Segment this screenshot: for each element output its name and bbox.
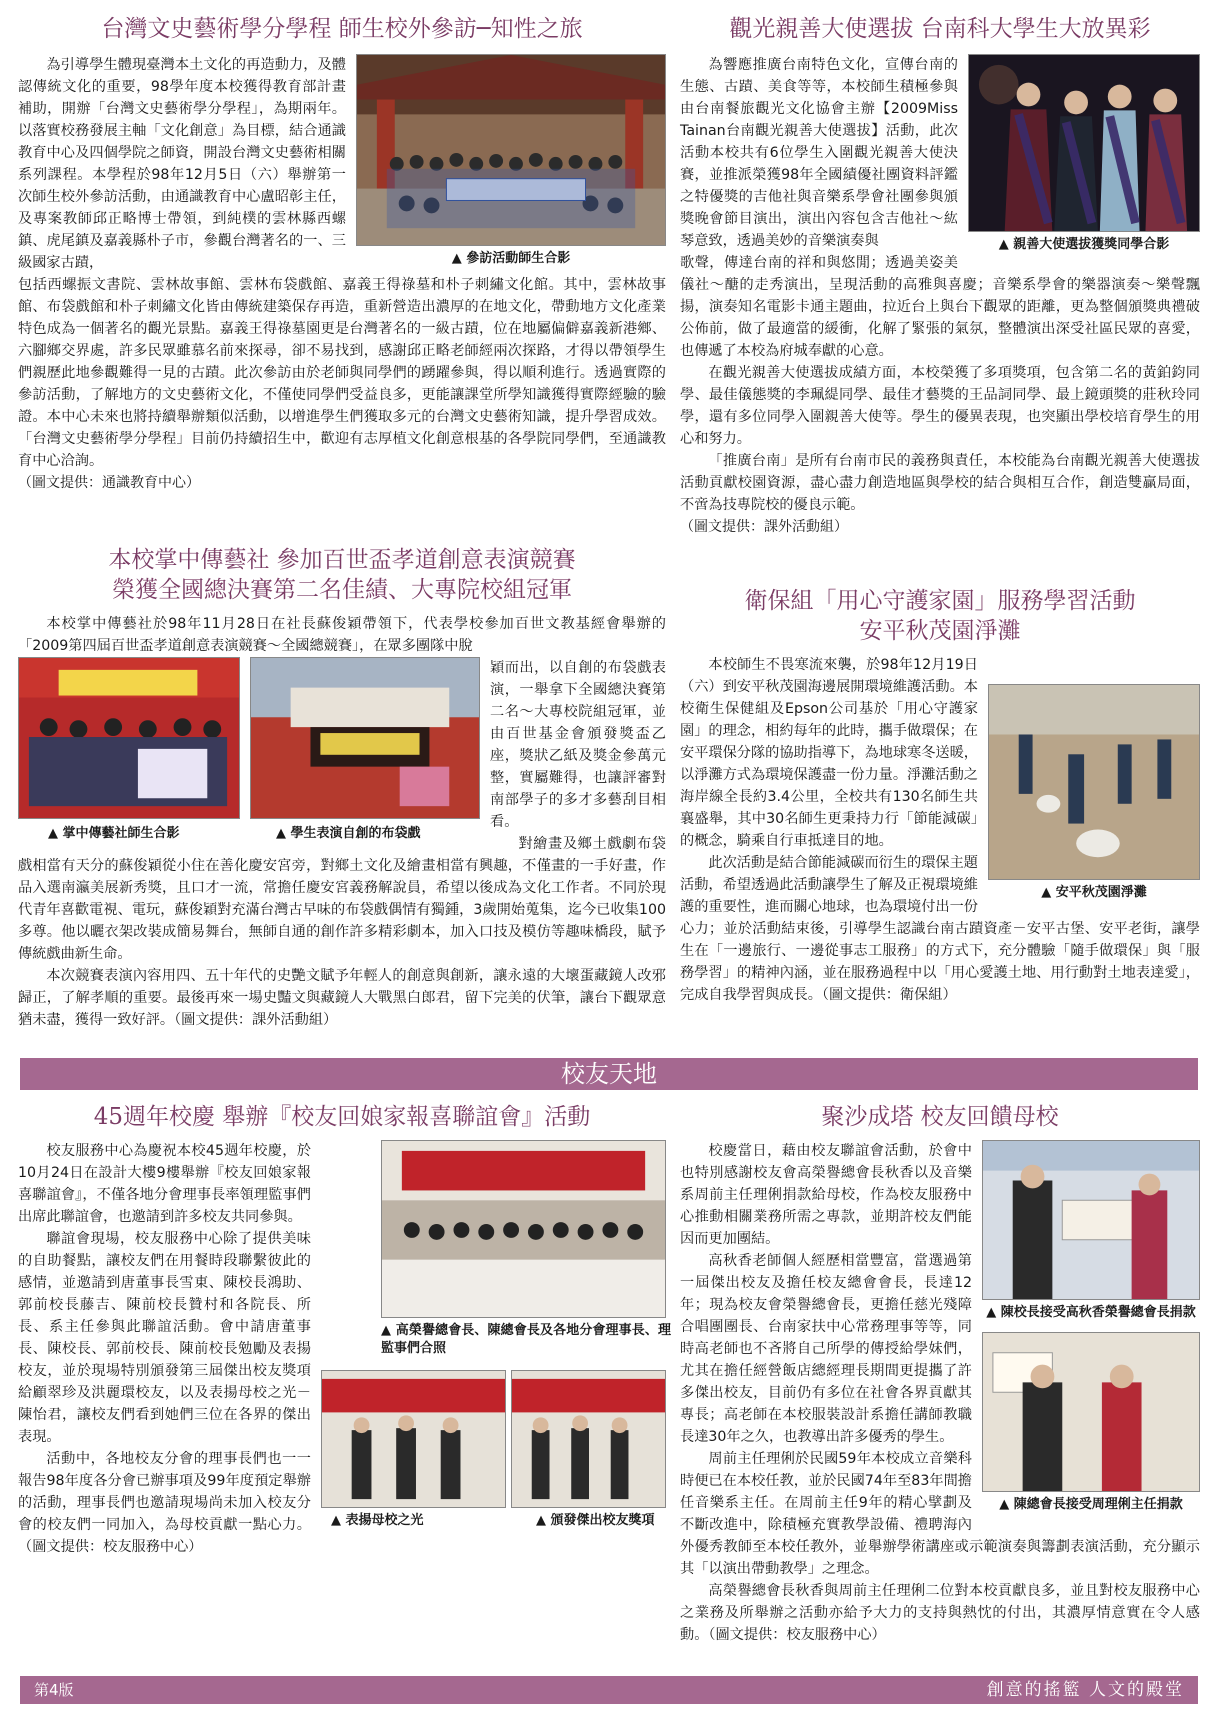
article-tourism-ambassador [680, 14, 1200, 538]
paragraph-intro: 為引導學生體現臺灣本土文化的再造動力，及體認傳統文化的重要，98學年度本校獲得教育部計畫補助，開辦「台灣文史藝術學分學程」，為期兩年。以落實校務發展主軸「文化創意」為目標，結合通識教育中心及四個學院之師資，開設台灣文史藝術相關系列課程。本學程於98年12月5日（六）舉辦第一次師生校外參訪活動，由通識教育中心盧昭彰主任，及專案教師邱正略博士帶領，到純樸的雲林縣西螺鎮、虎尾鎮及嘉義縣朴子市，參觀台灣著名的一、三級國家古蹟， [18, 57, 346, 271]
caption-ambassador: ▲ 親善大使選拔獲獎同學合影 [998, 237, 1170, 252]
footer-motto: 創意的搖籃 人文的殿堂 [986, 1680, 1184, 1700]
paragraph-intro: 本校掌中傳藝社於98年11月28日在社長蘇俊穎帶領下，代表學校參加百世文教基經會舉辦的「2009第四屆百世盃孝道創意表演競賽～全國總競賽」，在眾多團隊中脫 [18, 616, 666, 654]
article-alumni-donation [680, 1102, 1200, 1646]
photo-block-donation [982, 1140, 1200, 1514]
headline-puppet-club-1: 本校掌中傳藝社 參加百世盃孝道創意表演競賽 [108, 547, 576, 573]
caption-donation-chou: ▲ 陳總會長接受周理俐主任捐款 [999, 1497, 1183, 1512]
paragraph-reports: 活動中，各地校友分會的理事長們也一一報告98年度各分會已辦事項及99年度預定舉辦的活動，理事長們也邀請現場尚未加入校友分會的校友們一同加入，為母校貢獻一點心力。（圖文提供：校友服務中心） [18, 1451, 311, 1555]
paragraph-promote: 「推廣台南」是所有台南市民的義務與責任，本校能為台南觀光親善大使選拔活動貢獻校園資源，盡心盡力創造地區與學校的結合與相互合作，創造雙贏局面，不啻為技專院校的優良示範。 [680, 453, 1200, 513]
credit-line: （圖文提供：通識教育中心） [18, 475, 200, 491]
headline-beach-cleanup-1: 衛保組「用心守護家園」服務學習活動 [744, 588, 1136, 614]
headline-puppet-club-2: 榮獲全國總決賽第二名佳績、大專院校組冠軍 [112, 577, 572, 603]
article-puppet-club [18, 545, 666, 1031]
page-footer [20, 1676, 1198, 1704]
headline-cultural-program: 台灣文史藝術學分學程 師生校外參訪─知性之旅 [101, 16, 583, 42]
photo-reunion-group [381, 1140, 666, 1318]
paragraph-chou: 周前主任理俐於民國59年本校成立音樂科時便已在本校任教，並於民國74年至83年間擔任音樂系主任。在周前主任9年的精心擘劃及不斷改進中，除積極充實教學設備、禮聘海內外優秀教師至本校任教外，並舉辦學術講座或示範演奏與籌劃表演活動，充分顯示其「以演出帶動教學」之理念。 [680, 1451, 1200, 1577]
caption-club-members: ▲ 掌中傳藝社師生合影 [48, 826, 180, 841]
article-cultural-program [18, 14, 666, 494]
paragraph-cont: 歌聲，傳達台南的祥和與悠閒；透過美姿美儀社～醣的走秀演出，呈現活動的高雅與喜慶；音樂系學會的樂器演奏～樂聲飄揚，演奏知名電影卡通主題曲，拉近台上與台下觀眾的距離，更為整個頒獎典禮破公佈前，做了最適當的緩衝，化解了緊張的氣氛，整體演出深受社區民眾的喜愛，也傳遞了本校為府城奉獻的心意。 [680, 255, 1200, 359]
paragraph-intro: 校慶當日，藉由校友聯誼會活動，於會中也特別感謝校友會高榮譽總會長秋香以及音樂系周前主任理俐捐款給母校，作為校友服務中心推動相關業務所需之專款，並期許校友們能因而更加團結。 [680, 1143, 972, 1247]
photo-group-visit [356, 54, 666, 246]
paragraph-cont: 包括西螺振文書院、雲林故事館、雲林布袋戲館、嘉義王得祿墓和朴子刺繡文化館。其中，雲林故事館、布袋戲館和朴子刺繡文化皆由傳統建築保存再造，重新營造出濃厚的在地文化，帶動地方文化產業特色成為一個著名的觀光景點。嘉義王得祿墓園更是台灣著名的一級古蹟，位在地屬偏僻嘉義新港鄉、六腳鄉交界處，許多民眾雖慕名前來探尋，卻不易找到，感謝邱正略老師經兩次探路，才得以帶領學生們親歷此地參觀難得一見的古蹟。此次參訪由於老師與同學們的踴躍參與，得以順利進行。透過實際的參訪活動，了解地方的文史藝術文化，不僅使同學們受益良多，更能讓課堂所學知識獲得實際經驗的驗證。本中心未來也將持續舉辦類似活動，以增進學生們獲取多元的台灣文史藝術知識，提升學習成效。「台灣文史藝術學分學程」目前仍持續招生中，歡迎有志厚植文化創意根基的各學院同學們，至通識教育中心洽詢。 [18, 277, 666, 469]
headline-alumni-reunion: 45週年校慶 舉辦『校友回娘家報喜聯誼會』活動 [93, 1104, 591, 1130]
paragraph-intro: 為響應推廣台南特色文化，宣傳台南的生態、古蹟、美食等等，本校師生積極參與由台南餐旅觀光文化協會主辦【2009Miss Tainan台南觀光親善大使選拔】活動，此次活動本校共有6位學生入圍觀光親善大使決賽，並推派榮獲98年全國績優社團資料評鑑之特優獎的吉他社與音樂系學會社團參與頒獎晚會節目演出，演出內容包含吉他社～紘琴意致，透過美妙的音樂演奏與 [680, 57, 958, 249]
caption-puppet-show: ▲ 學生表演自創的布袋戲 [276, 826, 421, 841]
paragraph-content: 本次競賽表演內容用四、五十年代的史艷文賦予年輕人的創意與創新，讓永遠的大壞蛋藏鏡人改邪歸正，了解孝順的重要。最後再來一場史豔文與藏鏡人大戰黑白郎君，留下完美的伏筆，讓台下觀眾意猶未盡，獲得一致好評。（圖文提供：課外活動組） [18, 968, 666, 1028]
headline-alumni-donation: 聚沙成塔 校友回饋母校 [821, 1104, 1059, 1130]
photo-puppet-show [250, 657, 480, 819]
photo-ambassador [968, 54, 1200, 232]
section-banner-alumni [20, 1058, 1198, 1090]
headline-beach-cleanup-2: 安平秋茂園淨灘 [859, 618, 1021, 644]
paragraph-artist: 對繪畫及鄉土戲劇布袋戲相當有天分的蘇俊穎從小住在善化慶安宮旁，對鄉土文化及繪畫相當有興趣，不僅畫的一手好畫，作品入選南瀛美展新秀獎，且口才一流，常擔任慶安宮義務解說員，希望以後成為文化工作者。不同於現代青年喜歡電視、電玩，蘇俊穎對充滿台灣古早味的布袋戲偶情有獨鍾，3歲開始蒐集，迄今已收集100多尊。他以曬衣架改裝成簡易舞台，無師自通的創作許多精彩劇本，加入口技及模仿等趣味橋段，賦予傳統戲曲新生命。 [18, 836, 666, 962]
paragraph-thanks: 高榮譽總會長秋香與周前主任理俐二位對本校貢獻良多，並且對校友服務中心之業務及所舉辦之活動亦給予大力的支持與熱忱的付出，其濃厚情意實在令人感動。（圖文提供：校友服務中心） [680, 1583, 1200, 1643]
photo-block-puppet [18, 657, 480, 847]
article-alumni-reunion [18, 1102, 671, 1558]
photo-block-group [356, 54, 666, 268]
headline-tourism-ambassador: 觀光親善大使選拔 台南科大學生大放異彩 [729, 16, 1151, 42]
caption-school-pride: ▲ 表揚母校之光 [331, 1513, 424, 1528]
paragraph-side: 穎而出，以自創的布袋戲表演，一舉拿下全國總決賽第二名～大專校院組冠軍，並由百世基金會頒發獎盃乙座，獎狀乙紙及獎金參萬元整，實屬難得，也讓評審對南部學子的多才多藝刮目相看。 [490, 660, 666, 830]
photo-donation-kao [982, 1140, 1200, 1300]
section-title-alumni: 校友天地 [561, 1060, 657, 1088]
photo-block-beach [988, 654, 1200, 902]
page-number: 第4版 [34, 1681, 74, 1699]
photo-donation-chou [982, 1332, 1200, 1492]
caption-reunion-group: ▲ 高榮譽總會長、陳總會長及各地分會理事長、理監事們合照 [381, 1323, 671, 1356]
photo-alumni-award [511, 1370, 666, 1508]
article-beach-cleanup [680, 586, 1200, 1006]
photo-block-reunion [321, 1140, 671, 1540]
photo-block-ambassador [968, 54, 1200, 254]
caption-alumni-award: ▲ 頒發傑出校友獎項 [536, 1513, 655, 1528]
caption-beach-cleanup: ▲ 安平秋茂園淨灘 [1041, 885, 1147, 900]
caption-group-visit: ▲ 參訪活動師生合影 [451, 251, 571, 266]
paragraph-awards: 在觀光親善大使選拔成績方面，本校榮獲了多項獎項，包含第二名的黃鉑鈞同學、最佳儀態獎的李珮緹同學、最佳才藝獎的王品詞同學、最上鏡頭獎的莊秋玲同學，還有多位同學入圍親善大使等。學生的優異表現，也突顯出學校培育學生的用心和努力。 [680, 365, 1200, 447]
photo-school-pride [321, 1370, 506, 1508]
photo-club-members [18, 657, 240, 819]
paragraph-intro: 校友服務中心為慶祝本校45週年校慶，於10月24日在設計大樓9樓舉辦『校友回娘家報喜聯誼會』，不僅各地分會理事長率領理監事們出席此聯誼會，也邀請到許多校友共同參與。 [18, 1143, 311, 1225]
caption-donation-kao: ▲ 陳校長接受高秋香榮譽總會長捐款 [986, 1305, 1196, 1320]
photo-beach-cleanup [988, 684, 1200, 880]
paragraph-intro: 本校師生不畏寒流來襲，於98年12月19日（六）到安平秋茂園海邊展開環境維護活動。本校衛生保健組及Epson公司基於「用心守護家園」的理念，相約每年的此時，攜手做環保；在安平環保分隊的協助指導下，為地球寒冬送暖，以淨灘方式為環境保護盡一份力量。淨灘活動之海岸線全長約3.4公里，全校共有130名師生共襄盛舉，其中30名師生更秉持力行「節能減碳」的概念，騎乘自行車抵達目的地。 [680, 657, 978, 849]
paragraph-purpose: 此次活動是結合節能減碳而衍生的環保主題活動，希望透過此活動讓學生了解及正視環境維護的重要性，進而關心地球，也為環境付出一份心力；並於活動結束後，引導學生認識台南古蹟資產－安平古堡、安平老街，讓學生在「一邊旅行、一邊從事志工服務」的方式下，充分體驗「隨手做環保」與「服務學習」的精神內涵，並在服務過程中以「用心愛護土地、用行動對土地表達愛」，完成自我學習與成長。（圖文提供：衛保組） [680, 855, 1200, 1003]
credit-line: （圖文提供：課外活動組） [680, 519, 848, 535]
paragraph-kao: 高秋香老師個人經歷相當豐富，當選過第一屆傑出校友及擔任校友總會會長，長達12年；現為校友會榮譽總會長，更擔任慈光殘障合唱團團長、台南家扶中心常務理事等等，同時高老師也不吝將自己所學的傳授給學妹們，尤其在擔任經營飯店總經理長期間更提攜了許多傑出校友，目前仍有多位在社會各界貢獻其專長；高老師在本校服裝設計系擔任講師教職長達30年之久，也教導出許多優秀的學生。 [680, 1253, 972, 1445]
paragraph-event: 聯誼會現場，校友服務中心除了提供美味的自助餐點，讓校友們在用餐時段聯繫彼此的感情，並邀請到唐董事長雪東、陳校長鴻助、郭前校長藤吉、陳前校長贊村和各院長、所長、系主任參與此聯誼活動。會中請唐董事長、陳校長、郭前校長、陳前校長勉勵及表揚校友，並於現場特別頒發第三屆傑出校友獎項給顧翠珍及洪麗環校友，以及表揚母校之光－陳怡君，讓校友們看到她們三位在各界的傑出表現。 [18, 1231, 311, 1445]
